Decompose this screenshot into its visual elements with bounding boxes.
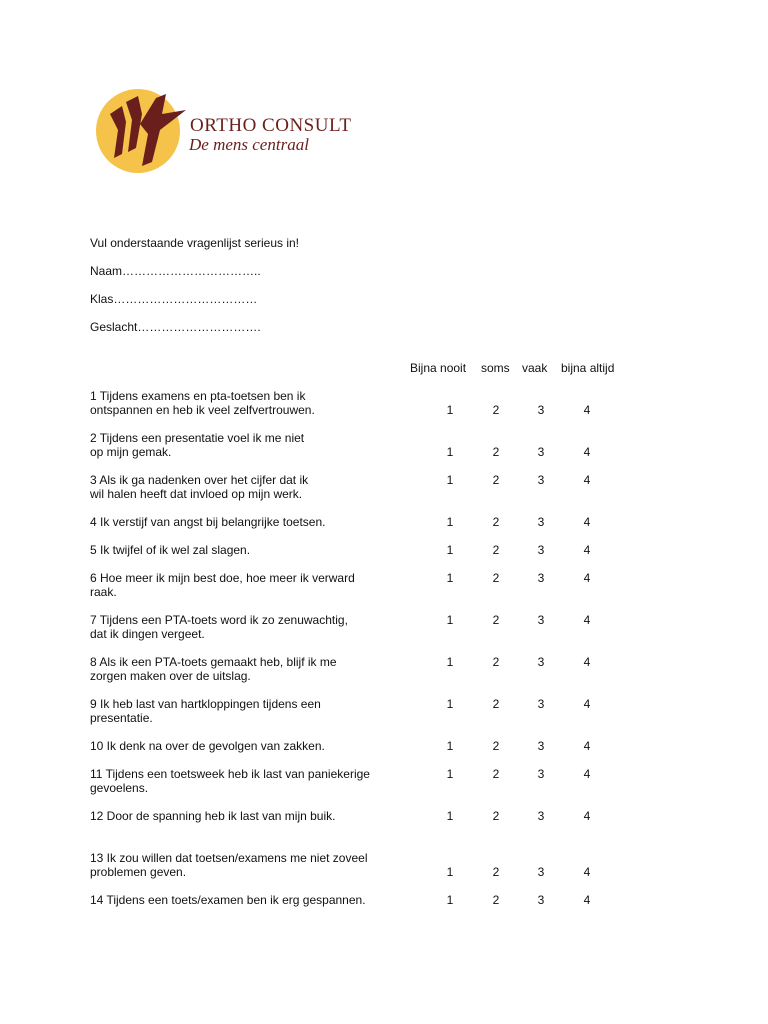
question-line: 6 Hoe meer ik mijn best doe, hoe meer ik verward: [90, 571, 355, 585]
scale-option-1[interactable]: 1: [446, 767, 454, 781]
question-line: 8 Als ik een PTA-toets gemaakt heb, blijf ik me: [90, 655, 337, 669]
question-line: raak.: [90, 585, 117, 599]
question-text: [90, 851, 410, 879]
question-line: presentatie.: [90, 711, 153, 725]
question-line: wil halen heeft dat invloed op mijn werk.: [90, 487, 303, 501]
question-text: [90, 767, 410, 795]
scale-option-1[interactable]: 1: [446, 403, 454, 417]
scale-option-1[interactable]: 1: [446, 543, 454, 557]
scale-option-4[interactable]: 4: [583, 767, 591, 781]
question-line: dat ik dingen vergeet.: [90, 627, 205, 641]
scale-option-1[interactable]: 1: [446, 697, 454, 711]
scale-option-3[interactable]: 3: [537, 893, 545, 907]
scale-option-3[interactable]: 3: [537, 767, 545, 781]
question-line: 9 Ik heb last van hartkloppingen tijdens een: [90, 697, 321, 711]
logo-brand-text: ORTHO CONSULT: [190, 115, 352, 136]
scale-option-3[interactable]: 3: [537, 445, 545, 459]
scale-option-3[interactable]: 3: [537, 697, 545, 711]
scale-option-3[interactable]: 3: [537, 655, 545, 669]
question-text: [90, 473, 410, 501]
scale-option-3[interactable]: 3: [537, 543, 545, 557]
scale-option-4[interactable]: 4: [583, 865, 591, 879]
question-line: problemen geven.: [90, 865, 187, 879]
scale-option-4[interactable]: 4: [583, 893, 591, 907]
question-text: [90, 389, 410, 417]
scale-option-1[interactable]: 1: [446, 865, 454, 879]
scale-option-4[interactable]: 4: [583, 571, 591, 585]
question-text: [90, 543, 410, 557]
scale-option-2[interactable]: 2: [492, 655, 500, 669]
scale-option-2[interactable]: 2: [492, 809, 500, 823]
scale-option-4[interactable]: 4: [583, 613, 591, 627]
scale-option-2[interactable]: 2: [492, 515, 500, 529]
scale-option-2[interactable]: 2: [492, 739, 500, 753]
question-text: [90, 697, 410, 725]
scale-option-1[interactable]: 1: [446, 893, 454, 907]
scale-option-4[interactable]: 4: [583, 445, 591, 459]
question-text: [90, 655, 410, 683]
ortho-consult-logo: [96, 84, 356, 184]
question-line: 7 Tijdens een PTA-toets word ik zo zenuwachtig,: [90, 613, 348, 627]
scale-option-3[interactable]: 3: [537, 473, 545, 487]
scale-option-2[interactable]: 2: [492, 893, 500, 907]
scale-option-1[interactable]: 1: [446, 473, 454, 487]
question-line: 14 Tijdens een toets/examen ben ik erg gespannen.: [90, 893, 366, 907]
question-text: [90, 893, 410, 907]
scale-option-1[interactable]: 1: [446, 739, 454, 753]
scale-option-2[interactable]: 2: [492, 403, 500, 417]
scale-option-3[interactable]: 3: [537, 739, 545, 753]
question-line: 12 Door de spanning heb ik last van mijn buik.: [90, 809, 336, 823]
scale-option-2[interactable]: 2: [492, 767, 500, 781]
scale-option-2[interactable]: 2: [492, 445, 500, 459]
scale-option-3[interactable]: 3: [537, 515, 545, 529]
header-vaak: vaak: [522, 361, 548, 375]
question-text: [90, 431, 410, 459]
question-line: 4 Ik verstijf van angst bij belangrijke toetsen.: [90, 515, 326, 529]
scale-option-2[interactable]: 2: [492, 613, 500, 627]
header-bijna-altijd: bijna altijd: [561, 361, 615, 375]
scale-option-1[interactable]: 1: [446, 571, 454, 585]
logo-mark-icon: [96, 84, 192, 180]
question-line: 2 Tijdens een presentatie voel ik me niet: [90, 431, 305, 445]
question-line: 11 Tijdens een toetsweek heb ik last van paniekerige: [90, 767, 370, 781]
class-field[interactable]: Klas………………………………: [90, 292, 258, 306]
intro-text: Vul onderstaande vragenlijst serieus in!: [90, 236, 300, 250]
question-line: op mijn gemak.: [90, 445, 172, 459]
scale-option-3[interactable]: 3: [537, 613, 545, 627]
scale-option-1[interactable]: 1: [446, 809, 454, 823]
name-field[interactable]: Naam……………………………..: [90, 264, 261, 278]
scale-option-4[interactable]: 4: [583, 515, 591, 529]
question-text: [90, 739, 410, 753]
scale-option-4[interactable]: 4: [583, 655, 591, 669]
question-line: 1 Tijdens examens en pta-toetsen ben ik: [90, 389, 306, 403]
scale-option-4[interactable]: 4: [583, 543, 591, 557]
question-text: [90, 571, 410, 599]
scale-option-2[interactable]: 2: [492, 865, 500, 879]
question-line: gevoelens.: [90, 781, 149, 795]
scale-option-1[interactable]: 1: [446, 613, 454, 627]
header-soms: soms: [481, 361, 510, 375]
question-line: ontspannen en heb ik veel zelfvertrouwen.: [90, 403, 315, 417]
scale-option-2[interactable]: 2: [492, 543, 500, 557]
scale-option-4[interactable]: 4: [583, 697, 591, 711]
question-text: [90, 515, 410, 529]
scale-option-4[interactable]: 4: [583, 809, 591, 823]
question-text: [90, 809, 410, 823]
scale-option-2[interactable]: 2: [492, 697, 500, 711]
scale-option-1[interactable]: 1: [446, 655, 454, 669]
scale-option-3[interactable]: 3: [537, 809, 545, 823]
scale-option-1[interactable]: 1: [446, 515, 454, 529]
scale-option-3[interactable]: 3: [537, 571, 545, 585]
scale-option-1[interactable]: 1: [446, 445, 454, 459]
question-line: 5 Ik twijfel of ik wel zal slagen.: [90, 543, 251, 557]
gender-field[interactable]: Geslacht………………………….: [90, 320, 261, 334]
scale-option-3[interactable]: 3: [537, 865, 545, 879]
question-line: 3 Als ik ga nadenken over het cijfer dat ik: [90, 473, 309, 487]
question-line: zorgen maken over de uitslag.: [90, 669, 251, 683]
question-line: 10 Ik denk na over de gevolgen van zakken.: [90, 739, 325, 753]
question-line: 13 Ik zou willen dat toetsen/examens me niet zoveel: [90, 851, 368, 865]
scale-option-2[interactable]: 2: [492, 571, 500, 585]
scale-option-3[interactable]: 3: [537, 403, 545, 417]
question-text: [90, 613, 410, 641]
scale-option-4[interactable]: 4: [583, 473, 591, 487]
logo-tagline: De mens centraal: [189, 135, 309, 154]
scale-option-2[interactable]: 2: [492, 473, 500, 487]
scale-option-4[interactable]: 4: [583, 403, 591, 417]
scale-option-4[interactable]: 4: [583, 739, 591, 753]
header-bijna-nooit: Bijna nooit: [410, 361, 467, 375]
